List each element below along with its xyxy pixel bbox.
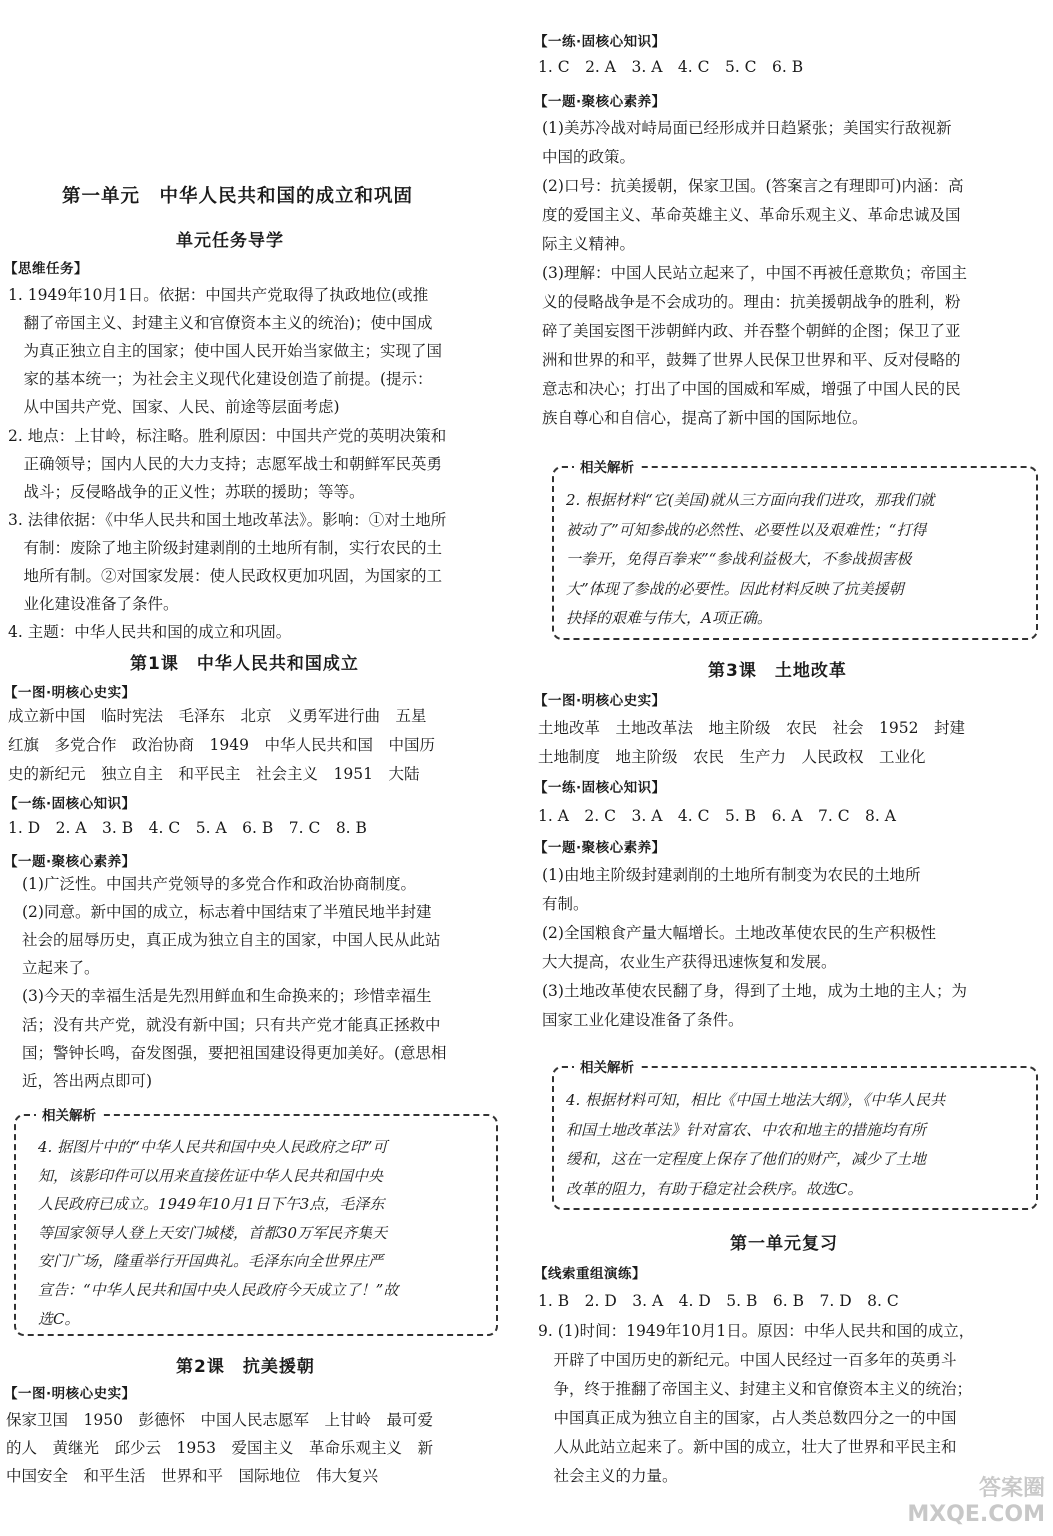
l1-lit-tag: 【一题·聚核心素养】 (4, 854, 136, 870)
literacy-line: 义的侵略战争是不会成功的。理由：抗美援朝战争的胜利，粉 (542, 293, 961, 311)
literacy-line: 族自尊心和自信心，提高了新中国的国际地位。 (542, 409, 868, 427)
l1-facts-tag: 【一图·明核心史实】 (4, 685, 136, 701)
literacy-line: (1)由地主阶级封建剥削的土地所有制变为农民的土地所 (542, 866, 921, 884)
analysis-line: 安门广场，隆重举行开国典礼。毛泽东向全世界庄严 (38, 1252, 384, 1271)
thinking-line: 家的基本统一；为社会主义现代化建设创造了前提。(提示： (8, 370, 433, 389)
analysis-line: 被动了”可知参战的必然性、必要性以及艰难性；“打得 (566, 520, 927, 539)
l3-lit-tag: 【一题·聚核心素养】 (534, 840, 666, 856)
literacy-line: 活；没有共产党，就没有新中国；只有共产党才能真正拯救中 (22, 1015, 441, 1034)
l1-answers: 1. D 2. A 3. B 4. C 5. A 6. B 7. C 8. B (8, 819, 367, 837)
guide-title: 单元任务导学 (176, 231, 284, 251)
thinking-line: 翻了帝国主义、封建主义和官僚资本主义的统治)；使中国成 (8, 314, 433, 333)
literacy-line: 有制。 (542, 895, 589, 913)
literacy-line: (1)美苏冷战对峙局面已经形成并日趋紧张；美国实行敌视新 (542, 119, 952, 137)
literacy-line: 度的爱国主义、革命英雄主义、革命乐观主义、革命忠诚及国 (542, 206, 961, 224)
analysis-line: 抉择的艰难与伟大，A项正确。 (566, 609, 772, 627)
fact-line: 成立新中国 临时宪法 毛泽东 北京 义勇军进行曲 五星 (8, 707, 427, 725)
lesson2-title: 第2课 抗美援朝 (176, 1357, 315, 1377)
thinking-line: 业化建设准备了条件。 (8, 595, 179, 614)
fact-line: 中国安全 和平生活 世界和平 国际地位 伟大复兴 (6, 1467, 379, 1485)
fact-line: 土地制度 地主阶级 农民 生产力 人民政权 工业化 (538, 748, 926, 766)
thinking-line: 从中国共产党、国家、人民、前途等层面考虑) (8, 398, 340, 417)
l3-answers: 1. A 2. C 3. A 4. C 5. B 6. A 7. C 8. A (538, 807, 896, 825)
thinking-line: 战斗；反侵略战争的正义性；苏联的援助；等等。 (8, 482, 365, 501)
literacy-line: 社会的屈辱历史，真正成为独立自主的国家，中国人民从此站 (22, 931, 441, 950)
review-line: 社会主义的力量。 (538, 1467, 678, 1485)
literacy-line: (2)口号：抗美援朝，保家卫国。(答案言之有理即可)内涵：高 (542, 177, 964, 195)
literacy-line: (2)同意。新中国的成立，标志着中国结束了半殖民地半封建 (22, 903, 432, 922)
literacy-line: (3)理解：中国人民站立起来了，中国不再被任意欺负；帝国主 (542, 264, 967, 282)
literacy-line: 际主义精神。 (542, 235, 636, 253)
l2-facts-tag: 【一图·明核心史实】 (4, 1386, 136, 1402)
fact-line: 红旗 多党合作 政治协商 1949 中华人民共和国 中国历 (8, 736, 435, 754)
thinking-line: 有制：废除了地主阶级封建剥削的土地所有制，实行农民的土 (8, 538, 443, 557)
analysis-box-3-label: 相关解析 (574, 1056, 640, 1076)
watermark (907, 1476, 1045, 1528)
l3-know-tag: 【一练·固核心知识】 (534, 780, 666, 796)
analysis-line: 一拳开，免得百拳来”“参战利益极大，不参战损害极 (566, 550, 912, 568)
literacy-line: (2)全国粮食产量大幅增长。土地改革使农民的生产积极性 (542, 924, 936, 942)
literacy-line: (3)今天的幸福生活是先烈用鲜血和生命换来的；珍惜幸福生 (22, 987, 432, 1006)
literacy-line: 意志和决心；打出了中国的国威和军威，增强了中国人民的民 (542, 380, 961, 398)
analysis-box-1-label: 相关解析 (36, 1104, 102, 1124)
analysis-line: 等国家领导人登上天安门城楼，首都30万军民齐集天 (38, 1223, 388, 1242)
review-line: 人从此站立起来了。新中国的成立，壮大了世界和平民主和 (538, 1438, 957, 1456)
thinking-line: 4. 主题：中华人民共和国的成立和巩固。 (8, 623, 292, 642)
analysis-line: 大”体现了参战的必要性。因此材料反映了抗美援朝 (566, 579, 904, 598)
review-line: 中国真正成为独立自主的国家，占人类总数四分之一的中国 (538, 1409, 957, 1427)
l2-know-tag: 【一练·固核心知识】 (534, 34, 666, 50)
analysis-line: 人民政府已成立。1949年10月1日下午3点，毛泽东 (38, 1195, 385, 1214)
review-tag: 【线索重组演练】 (534, 1266, 646, 1282)
fact-line: 保家卫国 1950 彭德怀 中国人民志愿军 上甘岭 最可爱 (6, 1411, 433, 1429)
literacy-line: 碎了美国妄图干涉朝鲜内政、并吞整个朝鲜的企图；保卫了亚 (542, 322, 961, 340)
analysis-line: 4. 据图片中的“中华人民共和国中央人民政府之印”可 (38, 1138, 388, 1156)
thinking-tag: 【思维任务】 (4, 261, 88, 277)
analysis-line: 改革的阻力，有助于稳定社会秩序。故选C。 (566, 1179, 863, 1198)
review-line: 9. (1)时间：1949年10月1日。原因：中华人民共和国的成立， (538, 1322, 975, 1340)
analysis-line: 和国土地改革法》针对富农、中农和地主的措施均有所 (566, 1120, 927, 1139)
fact-line: 的人 黄继光 邱少云 1953 爱国主义 革命乐观主义 新 (6, 1439, 433, 1457)
review-line: 开辟了中国历史的新纪元。中国人民经过一百多年的英勇斗 (538, 1351, 957, 1369)
unit-title: 第一单元 中华人民共和国的成立和巩固 (62, 186, 414, 207)
review-line: 争，终于推翻了帝国主义、封建主义和官僚资本主义的统治； (538, 1380, 973, 1398)
literacy-line: 国家工业化建设准备了条件。 (542, 1011, 744, 1029)
lesson3-title: 第3课 土地改革 (708, 661, 847, 681)
thinking-line: 为真正独立自主的国家；使中国人民开始当家做主；实现了国 (8, 342, 443, 361)
thinking-line: 2. 地点：上甘岭，标注略。胜利原因：中国共产党的英明决策和 (8, 426, 447, 445)
literacy-line: 大大提高，农业生产获得迅速恢复和发展。 (542, 953, 837, 971)
analysis-line: 知，该影印件可以用来直接佐证中华人民共和国中央 (38, 1166, 384, 1185)
fact-line: 史的新纪元 独立自主 和平民主 社会主义 1951 大陆 (8, 765, 420, 783)
thinking-line: 地所有制。②对国家发展：使人民政权更加巩固，为国家的工 (8, 567, 443, 585)
literacy-line: 洲和世界的和平，鼓舞了世界人民保卫世界和平、反对侵略的 (542, 351, 961, 369)
watermark-line1: 答案圈 (978, 1476, 1045, 1501)
l1-know-tag: 【一练·固核心知识】 (4, 796, 136, 812)
literacy-line: 中国的政策。 (542, 148, 636, 166)
l2-answers: 1. C 2. A 3. A 4. C 5. C 6. B (538, 58, 804, 76)
literacy-line: 近，答出两点即可) (22, 1071, 153, 1090)
analysis-line: 2. 根据材料“它(美国)就从三方面向我们进攻，那我们就 (566, 491, 935, 509)
analysis-line: 宣告：“中华人民共和国中央人民政府今天成立了！”故 (38, 1281, 399, 1299)
thinking-line: 正确领导；国内人民的大力支持；志愿军战士和朝鲜军民英勇 (8, 454, 443, 473)
review-title: 第一单元复习 (730, 1234, 838, 1254)
watermark-line2: MXQE.COM (907, 1502, 1045, 1527)
literacy-line: 国；警钟长鸣，奋发图强，要把祖国建设得更加美好。(意思相 (22, 1043, 447, 1062)
analysis-line: 缓和，这在一定程度上保存了他们的财产，减少了土地 (566, 1150, 927, 1168)
analysis-box-2-label: 相关解析 (574, 456, 640, 476)
literacy-line: 立起来了。 (22, 959, 100, 978)
literacy-line: (1)广泛性。中国共产党领导的多党合作和政治协商制度。 (22, 875, 416, 893)
thinking-line: 3. 法律依据：《中华人民共和国土地改革法》。影响：①对土地所 (8, 510, 447, 529)
analysis-line: 选C。 (38, 1309, 80, 1328)
l3-facts-tag: 【一图·明核心史实】 (534, 693, 666, 709)
lesson1-title: 第1课 中华人民共和国成立 (130, 654, 359, 674)
review-answers: 1. B 2. D 3. A 4. D 5. B 6. B 7. D 8. C (538, 1292, 899, 1310)
l2-lit-tag: 【一题·聚核心素养】 (534, 94, 666, 110)
fact-line: 土地改革 土地改革法 地主阶级 农民 社会 1952 封建 (538, 719, 965, 737)
analysis-line: 4. 根据材料可知，相比《中国土地法大纲》，《中华人民共 (566, 1091, 946, 1109)
literacy-line: (3)土地改革使农民翻了身，得到了土地，成为土地的主人；为 (542, 982, 967, 1000)
thinking-line: 1. 1949年10月1日。依据：中国共产党取得了执政地位(或推 (8, 286, 429, 304)
